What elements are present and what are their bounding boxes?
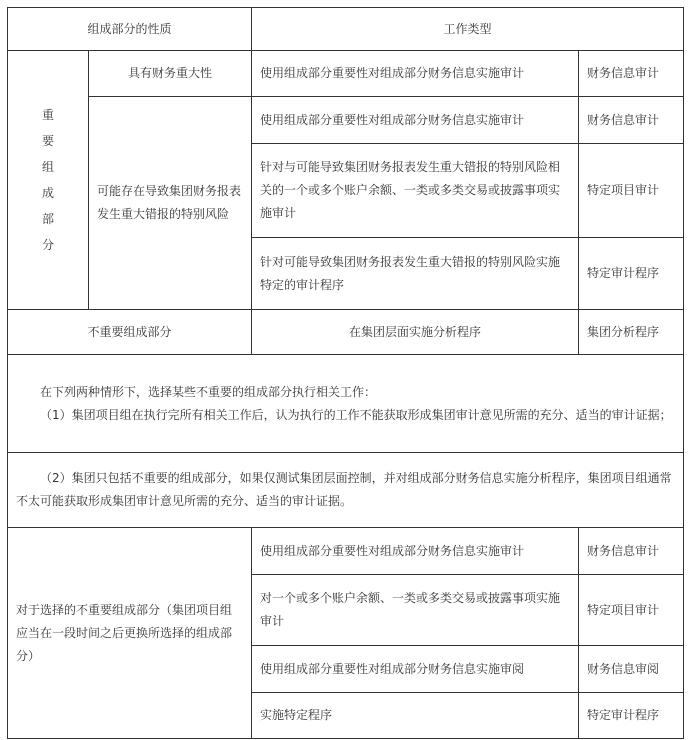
work-type: 财务信息审计 xyxy=(579,51,684,97)
note-item-2: （2）集团只包括不重要的组成部分，如果仅测试集团层面控制，并对组成部分财务信息实施分析程序，集团项目组通常不太可能获取形成集团审计意见所需的充分、适当的审计证据。 xyxy=(16,471,672,508)
important-component-label: 重要组成部分 xyxy=(8,51,89,310)
work-desc: 使用组成部分重要性对组成部分财务信息实施审计 xyxy=(252,51,579,97)
note-intro: 在下列两种情形下，选择某些不重要的组成部分执行相关工作： xyxy=(40,384,377,399)
work-desc: 在集团层面实施分析程序 xyxy=(252,310,579,355)
header-nature: 组成部分的性质 xyxy=(8,8,252,51)
note-cell xyxy=(8,453,684,528)
work-type: 财务信息审阅 xyxy=(579,646,684,693)
work-desc: 使用组成部分重要性对组成部分财务信息实施审阅 xyxy=(252,646,579,693)
work-desc: 使用组成部分重要性对组成部分财务信息实施审计 xyxy=(252,97,579,144)
note-item-1: （1）集团项目组在执行完所有相关工作后，认为执行的工作不能获取形成集团审计意见所需的充分、适当的审计证据； xyxy=(40,407,672,422)
table-row xyxy=(8,528,684,575)
table-row xyxy=(8,310,684,355)
audit-work-type-table xyxy=(7,7,684,739)
note-row xyxy=(8,453,684,528)
work-desc: 对一个或多个账户余额、一类或多类交易或披露事项实施审计 xyxy=(252,575,579,646)
work-type: 集团分析程序 xyxy=(579,310,684,355)
note-row xyxy=(8,355,684,453)
table-row xyxy=(8,51,684,97)
work-type: 特定审计程序 xyxy=(579,238,684,310)
work-desc: 针对可能导致集团财务报表发生重大错报的特别风险实施特定的审计程序 xyxy=(252,238,579,310)
special-risk-label: 可能存在导致集团财务报表发生重大错报的特别风险 xyxy=(89,97,252,310)
unimportant-component-label: 不重要组成部分 xyxy=(8,310,252,355)
selected-component-label: 对于选择的不重要组成部分（集团项目组应当在一段时间之后更换所选择的组成部分） xyxy=(8,528,252,739)
note-cell xyxy=(8,355,684,453)
work-desc: 针对与可能导致集团财务报表发生重大错报的特别风险相关的一个或多个账户余额、一类或多类交易或披露事项实施审计 xyxy=(252,144,579,238)
header-work-type: 工作类型 xyxy=(252,8,684,51)
header-row xyxy=(8,8,684,51)
financial-significance-label: 具有财务重大性 xyxy=(89,51,252,97)
work-desc: 使用组成部分重要性对组成部分财务信息实施审计 xyxy=(252,528,579,575)
work-type: 特定项目审计 xyxy=(579,144,684,238)
work-type: 财务信息审计 xyxy=(579,97,684,144)
work-desc: 实施特定程序 xyxy=(252,693,579,739)
work-type: 特定审计程序 xyxy=(579,693,684,739)
table-row xyxy=(8,97,684,144)
work-type: 特定项目审计 xyxy=(579,575,684,646)
work-type: 财务信息审计 xyxy=(579,528,684,575)
